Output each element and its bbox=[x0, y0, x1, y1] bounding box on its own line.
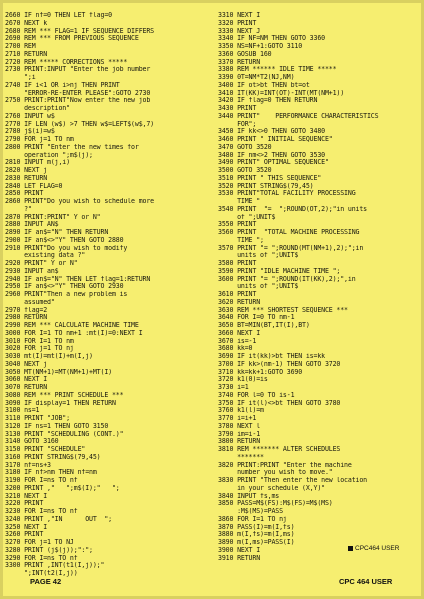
code-line: 2900 IF an$<>"Y" THEN GOTO 2880 bbox=[5, 236, 124, 244]
code-line: 3020 FOR j=1 TO nj bbox=[5, 345, 74, 353]
code-line: 2790 FOR j=1 TO nm bbox=[5, 136, 74, 143]
program-listing-left-column bbox=[5, 12, 211, 578]
code-line: 2810 INPUT m(j,i) bbox=[5, 159, 70, 167]
code-line: 2960 PRINT"Then a new problem is bbox=[5, 291, 128, 298]
code-line: 3440 PRINT" PERFORMANCE CHARACTERISTICS bbox=[218, 112, 379, 120]
code-line: 3360 GOSUB 160 bbox=[218, 50, 272, 58]
code-line: 3480 IF nm<>2 THEN GOTO 3530 bbox=[218, 151, 325, 159]
code-line: 2940 IF an$="N" THEN LET flag=1:RETURN bbox=[5, 275, 151, 283]
code-line: units of ";UNIT$ bbox=[218, 252, 299, 260]
code-line: FOR"; bbox=[218, 120, 257, 128]
code-line: 3560 PRINT "TOTAL MACHINE PROCESSING bbox=[218, 229, 360, 236]
code-line: 3180 IF nf>nm THEN nf=nm bbox=[5, 469, 97, 477]
code-line: 3720 k1(0)=is bbox=[218, 376, 268, 384]
code-line: 2800 PRINT "Enter the new times for bbox=[5, 143, 139, 151]
code-line: 3080 REM *** PRINT SCHEDULE *** bbox=[5, 391, 124, 399]
code-line: 2720 REM ***** CORRECTIONS ***** bbox=[5, 58, 128, 66]
code-line: 2680 REM *** FLAG=1 IF SEQUENCE DIFFERS bbox=[5, 27, 154, 35]
code-line: 3290 FOR I=ns TO nf bbox=[5, 554, 78, 562]
code-line: 2710 RETURN bbox=[5, 50, 48, 58]
code-line: 3890 m(I,ms)=PASS(I) bbox=[218, 539, 295, 546]
code-line: 3600 PRINT "= ";ROUND(IT(KK),2);",in bbox=[218, 275, 356, 283]
code-line: 3760 k1(l)=m bbox=[218, 407, 264, 415]
code-line: 3200 PRINT ," ";m$(I);" "; bbox=[5, 484, 120, 492]
code-line: 3300 PRINT ,INT(t1(I,j));" bbox=[5, 562, 105, 570]
code-line: 2750 PRINT:PRINT"Now enter the new job bbox=[5, 97, 151, 105]
code-line: 2730 PRINT:INPUT "Enter the job number bbox=[5, 66, 151, 74]
code-line: existing data ?" bbox=[5, 252, 86, 260]
code-line: 2740 IF i<1 OR i>nj THEN PRINT bbox=[5, 81, 120, 89]
code-line: "ERROR-RE-ENTER PLEASE":GOTO 2730 bbox=[5, 89, 151, 97]
code-line: 3130 PRINT "SCHEDULING (CONT.)" bbox=[5, 430, 124, 438]
code-line: 2880 INPUT AN$ bbox=[5, 221, 59, 229]
code-line: 2760 INPUT w$ bbox=[5, 112, 55, 120]
code-line: 2870 PRINT:PRINT" Y or N" bbox=[5, 213, 101, 221]
code-line: 3620 RETURN bbox=[218, 298, 261, 306]
code-line: 2970 flag=2 bbox=[5, 306, 48, 314]
code-line: 3750 IF it(l)<>bt THEN GOTO 3780 bbox=[218, 399, 341, 407]
code-line: assumed" bbox=[5, 298, 55, 306]
code-line: 3350 NS=NF+1:GOTO 3110 bbox=[218, 43, 303, 50]
code-line: 2920 PRINT" Y or N" bbox=[5, 260, 78, 267]
code-line: 3680 kk=0 bbox=[218, 345, 253, 353]
magazine-name: CPC 464 USER bbox=[339, 577, 393, 586]
code-line: 3630 REM *** SHORTEST SEQUENCE *** bbox=[218, 306, 348, 314]
code-line: 3210 NEXT I bbox=[5, 492, 48, 500]
code-line: 3420 IF flag=0 THEN RETURN bbox=[218, 97, 318, 105]
code-line: 3800 RETURN bbox=[218, 438, 261, 446]
code-line: 3740 FOR l=0 TO is-1 bbox=[218, 391, 295, 399]
code-line: 3190 FOR I=ns TO nf bbox=[5, 477, 78, 484]
code-line: 3070 RETURN bbox=[5, 384, 48, 391]
code-line: ";INT(t2(I,j)) bbox=[5, 570, 78, 577]
code-line: of ";UNIT$ bbox=[218, 213, 276, 221]
code-line: TIME " bbox=[218, 198, 261, 205]
code-line: 3830 PRINT "Then enter the new location bbox=[218, 477, 367, 484]
code-line: 2780 j$(i)=w$ bbox=[5, 128, 55, 136]
code-line: 2840 LET FLAG=0 bbox=[5, 182, 63, 190]
code-line: 3790 im=i-1 bbox=[218, 430, 261, 438]
code-line: 3670 is=-1 bbox=[218, 337, 257, 345]
code-line: ******* bbox=[218, 453, 264, 461]
code-line: 3250 NEXT I bbox=[5, 523, 48, 531]
code-line: 2850 PRINT bbox=[5, 190, 44, 198]
code-line: 2690 REM *** FROM PREVIOUS SEQUENCE bbox=[5, 35, 139, 43]
code-line: 2670 NEXT k bbox=[5, 19, 48, 27]
code-line: :M$(MS)=PASS bbox=[218, 508, 283, 515]
code-line: 2990 REM *** CALCULATE MACHINE TIME bbox=[5, 322, 139, 329]
code-line: 2860 PRINT"Do you wish to schedule more bbox=[5, 198, 154, 205]
code-line: 3160 PRINT STRING$(79,45) bbox=[5, 453, 101, 461]
code-line: 3580 PRINT bbox=[218, 260, 257, 267]
code-line: 3010 FOR I=1 TO nm bbox=[5, 337, 74, 345]
code-line: 3370 RETURN bbox=[218, 58, 261, 66]
code-line: 3150 PRINT "SCHEDULE" bbox=[5, 446, 86, 453]
program-listing-right-column bbox=[218, 12, 420, 562]
square-bullet-icon bbox=[348, 546, 353, 551]
code-line: 3840 INPUT fs,ms bbox=[218, 492, 280, 500]
code-line: 3730 i=1 bbox=[218, 384, 249, 391]
code-line: ";i bbox=[5, 74, 36, 81]
code-line: 3410 IT(KK)=INT(OT)-INT(MT(NM+1)) bbox=[218, 89, 345, 97]
code-line: 3640 FOR I=0 TO nm-1 bbox=[218, 314, 295, 322]
code-line: 3650 BT=MIN(BT,IT(I),BT) bbox=[218, 322, 310, 329]
code-line: 3310 NEXT I bbox=[218, 12, 261, 19]
code-line: description" bbox=[5, 105, 70, 112]
code-line: 3100 ns=1 bbox=[5, 407, 40, 415]
code-line: 2950 IF an$<>"Y" THEN GOTO 2930 bbox=[5, 283, 124, 291]
code-line: 3490 PRINT" OPTIMAL SEQUENCE" bbox=[218, 159, 329, 167]
code-line: 3320 PRINT bbox=[218, 19, 257, 27]
code-line: 3810 REM ******* ALTER SCHEDULES bbox=[218, 446, 341, 453]
code-line: 2910 PRINT"Do you wish to modify bbox=[5, 244, 128, 252]
code-line: 3340 IF NF=NM THEN GOTO 3360 bbox=[218, 35, 325, 43]
code-line: 3850 PASS=M$(FS):M$(FS)=M$(MS) bbox=[218, 500, 333, 508]
code-line: 3450 IF kk<>0 THEN GOTO 3480 bbox=[218, 128, 325, 136]
code-line: units of ";UNIT$ bbox=[218, 283, 299, 291]
end-mark-label: CPC464 USER bbox=[355, 545, 400, 552]
code-line: 3700 IF kk>(nm-1) THEN GOTO 3720 bbox=[218, 360, 341, 368]
code-line: 3880 m(I,fs)=m(I,ms) bbox=[218, 531, 295, 539]
code-line: 3860 FOR I=1 TO nj bbox=[218, 515, 287, 523]
code-line: 3820 PRINT:PRINT "Enter the machine bbox=[218, 461, 352, 469]
code-line: operation ";m$(j); bbox=[5, 151, 93, 159]
code-line: 3910 RETURN bbox=[218, 554, 261, 562]
code-line: 3430 PRINT bbox=[218, 105, 257, 112]
code-line: 3460 PRINT " INITIAL SEQUENCE" bbox=[218, 136, 333, 143]
code-line: 3900 NEXT I bbox=[218, 546, 261, 554]
code-line: 3710 kk=kk+1:GOTO 3690 bbox=[218, 368, 303, 376]
code-line: ?" bbox=[5, 205, 32, 213]
code-line: 2930 INPUT an$ bbox=[5, 267, 59, 275]
code-line: 3120 IF ns=1 THEN GOTO 3150 bbox=[5, 422, 109, 430]
code-line: 2830 RETURN bbox=[5, 174, 48, 182]
code-line: 3060 NEXT I bbox=[5, 376, 48, 384]
code-line: number you wish to move." bbox=[218, 469, 333, 477]
code-line: TIME "; bbox=[218, 236, 264, 244]
page-number: PAGE 42 bbox=[30, 577, 62, 586]
code-line: 3530 PRINT"TOTAL FACILITY PROCESSING bbox=[218, 190, 356, 198]
code-line: 3260 PRINT bbox=[5, 531, 44, 539]
code-line: 3590 PRINT "IDLE MACHINE TIME "; bbox=[218, 267, 341, 275]
code-line: 2890 IF an$="N" THEN RETURN bbox=[5, 229, 109, 236]
code-line: in your schedule (X,Y)" bbox=[218, 484, 325, 492]
code-line: 3400 IF ot>bt THEN bt=ot bbox=[218, 81, 310, 89]
code-line: 3500 GOTO 3520 bbox=[218, 167, 272, 174]
code-line: 3660 NEXT I bbox=[218, 329, 261, 337]
code-line: 3040 NEXT j bbox=[5, 360, 48, 368]
code-line: 2700 REM bbox=[5, 43, 36, 50]
code-line: 3570 PRINT "= ";ROUND(MT(NM+1),2);";in bbox=[218, 244, 364, 252]
code-line: 3390 0T=NM*T2(NJ,NM) bbox=[218, 74, 295, 81]
code-line: 3330 NEXT J bbox=[218, 27, 261, 35]
code-line: 2770 IF LEN (w$) >7 THEN w$=LEFT$(w$,7) bbox=[5, 120, 154, 128]
code-line: 3550 PRINT bbox=[218, 221, 257, 229]
code-line: 3520 PRINT STRING$(79,45) bbox=[218, 182, 314, 190]
code-line: 3240 PRINT ,"IN OUT "; bbox=[5, 515, 112, 523]
code-line: 3510 PRINT " THIS SEQUENCE" bbox=[218, 174, 322, 182]
code-line: 3090 IF display=1 THEN RETURN bbox=[5, 399, 116, 407]
code-line: 3000 FOR I=1 TO nm+1 :mt(I)=0:NEXT I bbox=[5, 329, 143, 337]
code-line: 3270 FOR j=1 TO NJ bbox=[5, 539, 74, 546]
code-line: 3220 PRINT bbox=[5, 500, 44, 508]
code-line: 3030 mt(I)=mt(I)+m(I,j) bbox=[5, 353, 93, 360]
code-line: 3540 PRINT "= ";ROUND(OT,2);"in units bbox=[218, 205, 367, 213]
code-line: 2820 NEXT j bbox=[5, 167, 48, 174]
code-line: 3110 PRINT "JOB"; bbox=[5, 415, 70, 422]
code-line: 3770 i=i+1 bbox=[218, 415, 257, 422]
end-of-listing-mark bbox=[348, 545, 399, 552]
code-line: 3140 GOTO 3160 bbox=[5, 438, 59, 446]
code-line: 3780 NEXT l bbox=[218, 422, 261, 430]
code-line: 3380 REM ****** IDLE TIME ***** bbox=[218, 66, 337, 74]
code-line: 2980 RETURN bbox=[5, 314, 48, 322]
code-line: 3470 GOTO 3520 bbox=[218, 143, 272, 151]
code-line: 3230 FOR I=ns TO nf bbox=[5, 508, 78, 515]
code-line: 3870 PASS(I)=m(I,fs) bbox=[218, 523, 295, 531]
code-line: 3610 PRINT bbox=[218, 291, 257, 298]
code-line: 3170 nf=ns+3 bbox=[5, 461, 51, 469]
code-line: 2660 IF nf=0 THEN LET flag=0 bbox=[5, 12, 112, 19]
code-line: 3280 PRINT (j$(j));":"; bbox=[5, 546, 93, 554]
code-line: 3690 IF it(kk)>bt THEN is=kk bbox=[218, 353, 325, 360]
code-line: 3050 MT(NM+1)=MT(NM+1)+MT(I) bbox=[5, 368, 112, 376]
